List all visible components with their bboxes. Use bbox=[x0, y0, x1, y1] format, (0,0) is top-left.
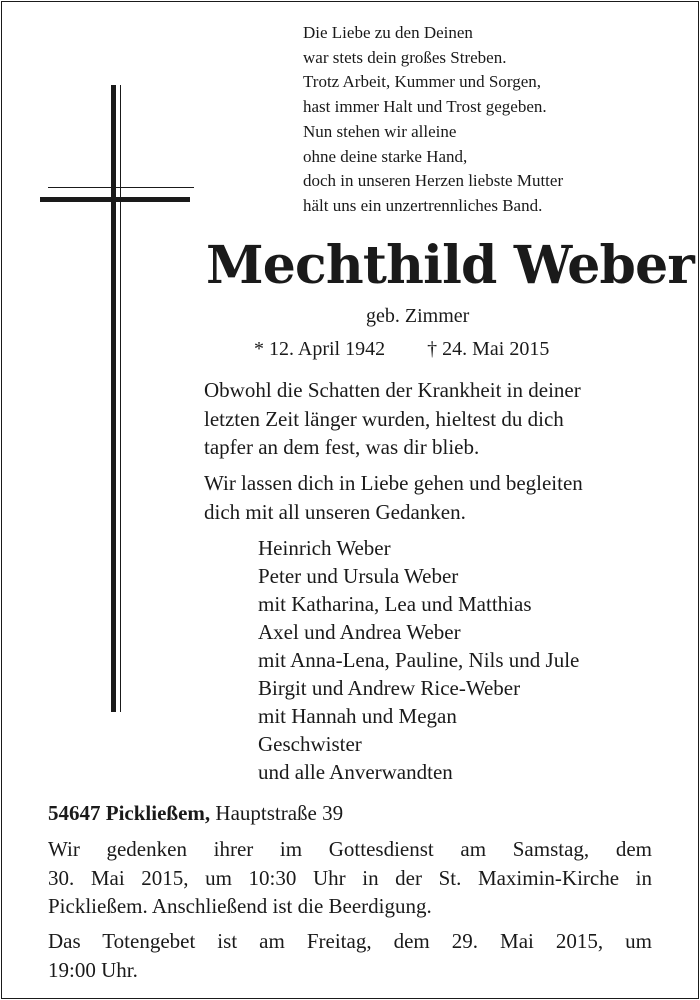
mourner-entry: und alle Anverwandten bbox=[258, 760, 453, 784]
poem-line: hast immer Halt und Trost gegeben. bbox=[303, 97, 547, 117]
poem-line: Nun stehen wir alleine bbox=[303, 121, 457, 141]
mourner-entry: Birgit und Andrew Rice-Weber bbox=[258, 676, 521, 700]
mourner-entry: mit Anna-Lena, Pauline, Nils und Jule bbox=[258, 648, 580, 672]
service-line: Wir gedenken ihrer im Gottesdienst am Samstag, dem bbox=[48, 837, 652, 861]
address-street: Hauptstraße 39 bbox=[215, 801, 344, 825]
paragraph-line: tapfer an dem fest, was dir blieb. bbox=[204, 435, 480, 459]
cross-vertical-bar bbox=[111, 85, 116, 712]
mourner-entry: Axel und Andrea Weber bbox=[258, 620, 461, 644]
address bbox=[48, 799, 343, 827]
cross-vertical-line bbox=[120, 85, 121, 712]
birth-name: geb. Zimmer bbox=[366, 305, 470, 327]
mourner-entry: mit Hannah und Megan bbox=[258, 704, 457, 728]
paragraph-illness bbox=[204, 376, 664, 462]
service-info bbox=[48, 835, 652, 921]
cross-horizontal-bar bbox=[40, 197, 190, 202]
mourner-entry: mit Katharina, Lea und Matthias bbox=[258, 592, 532, 616]
deceased-name: Mechthild Weber bbox=[206, 235, 694, 296]
mourner-entry: Geschwister bbox=[258, 732, 362, 756]
life-dates bbox=[254, 336, 549, 362]
poem-line: ohne deine starke Hand, bbox=[303, 146, 468, 166]
prayer-line: Das Totengebet ist am Freitag, dem 29. Mai 2015, um bbox=[48, 929, 652, 953]
poem-line: war stets dein großes Streben. bbox=[303, 47, 507, 67]
mourner-entry: Heinrich Weber bbox=[258, 536, 391, 560]
poem-line: hält uns ein unzertrennliches Band. bbox=[303, 195, 543, 215]
mourner-entry: Peter und Ursula Weber bbox=[258, 564, 459, 588]
paragraph-line: Obwohl die Schatten der Krankheit in deiner bbox=[204, 378, 581, 402]
prayer-info bbox=[48, 927, 652, 984]
death-date: † 24. Mai 2015 bbox=[427, 338, 550, 360]
poem-line: Die Liebe zu den Deinen bbox=[303, 23, 473, 42]
paragraph-line: dich mit all unseren Gedanken. bbox=[204, 499, 466, 524]
poem bbox=[303, 21, 563, 219]
mourners-list bbox=[258, 534, 579, 786]
paragraph-farewell bbox=[204, 469, 664, 526]
service-line: Pickließem. Anschließend ist die Beerdigung. bbox=[48, 894, 432, 918]
address-place: 54647 Pickließem, bbox=[48, 801, 211, 825]
paragraph-line: letzten Zeit länger wurden, hieltest du dich bbox=[204, 406, 564, 431]
poem-line: doch in unseren Herzen liebste Mutter bbox=[303, 171, 564, 191]
service-line: 30. Mai 2015, um 10:30 Uhr in der St. Maximin-Kirche in bbox=[48, 865, 652, 890]
birth-date: * 12. April 1942 bbox=[254, 338, 386, 360]
poem-line: Trotz Arbeit, Kummer und Sorgen, bbox=[303, 72, 541, 92]
cross-horizontal-line bbox=[48, 187, 194, 188]
prayer-line: 19:00 Uhr. bbox=[48, 957, 138, 982]
paragraph-line: Wir lassen dich in Liebe gehen und begleiten bbox=[204, 471, 583, 495]
